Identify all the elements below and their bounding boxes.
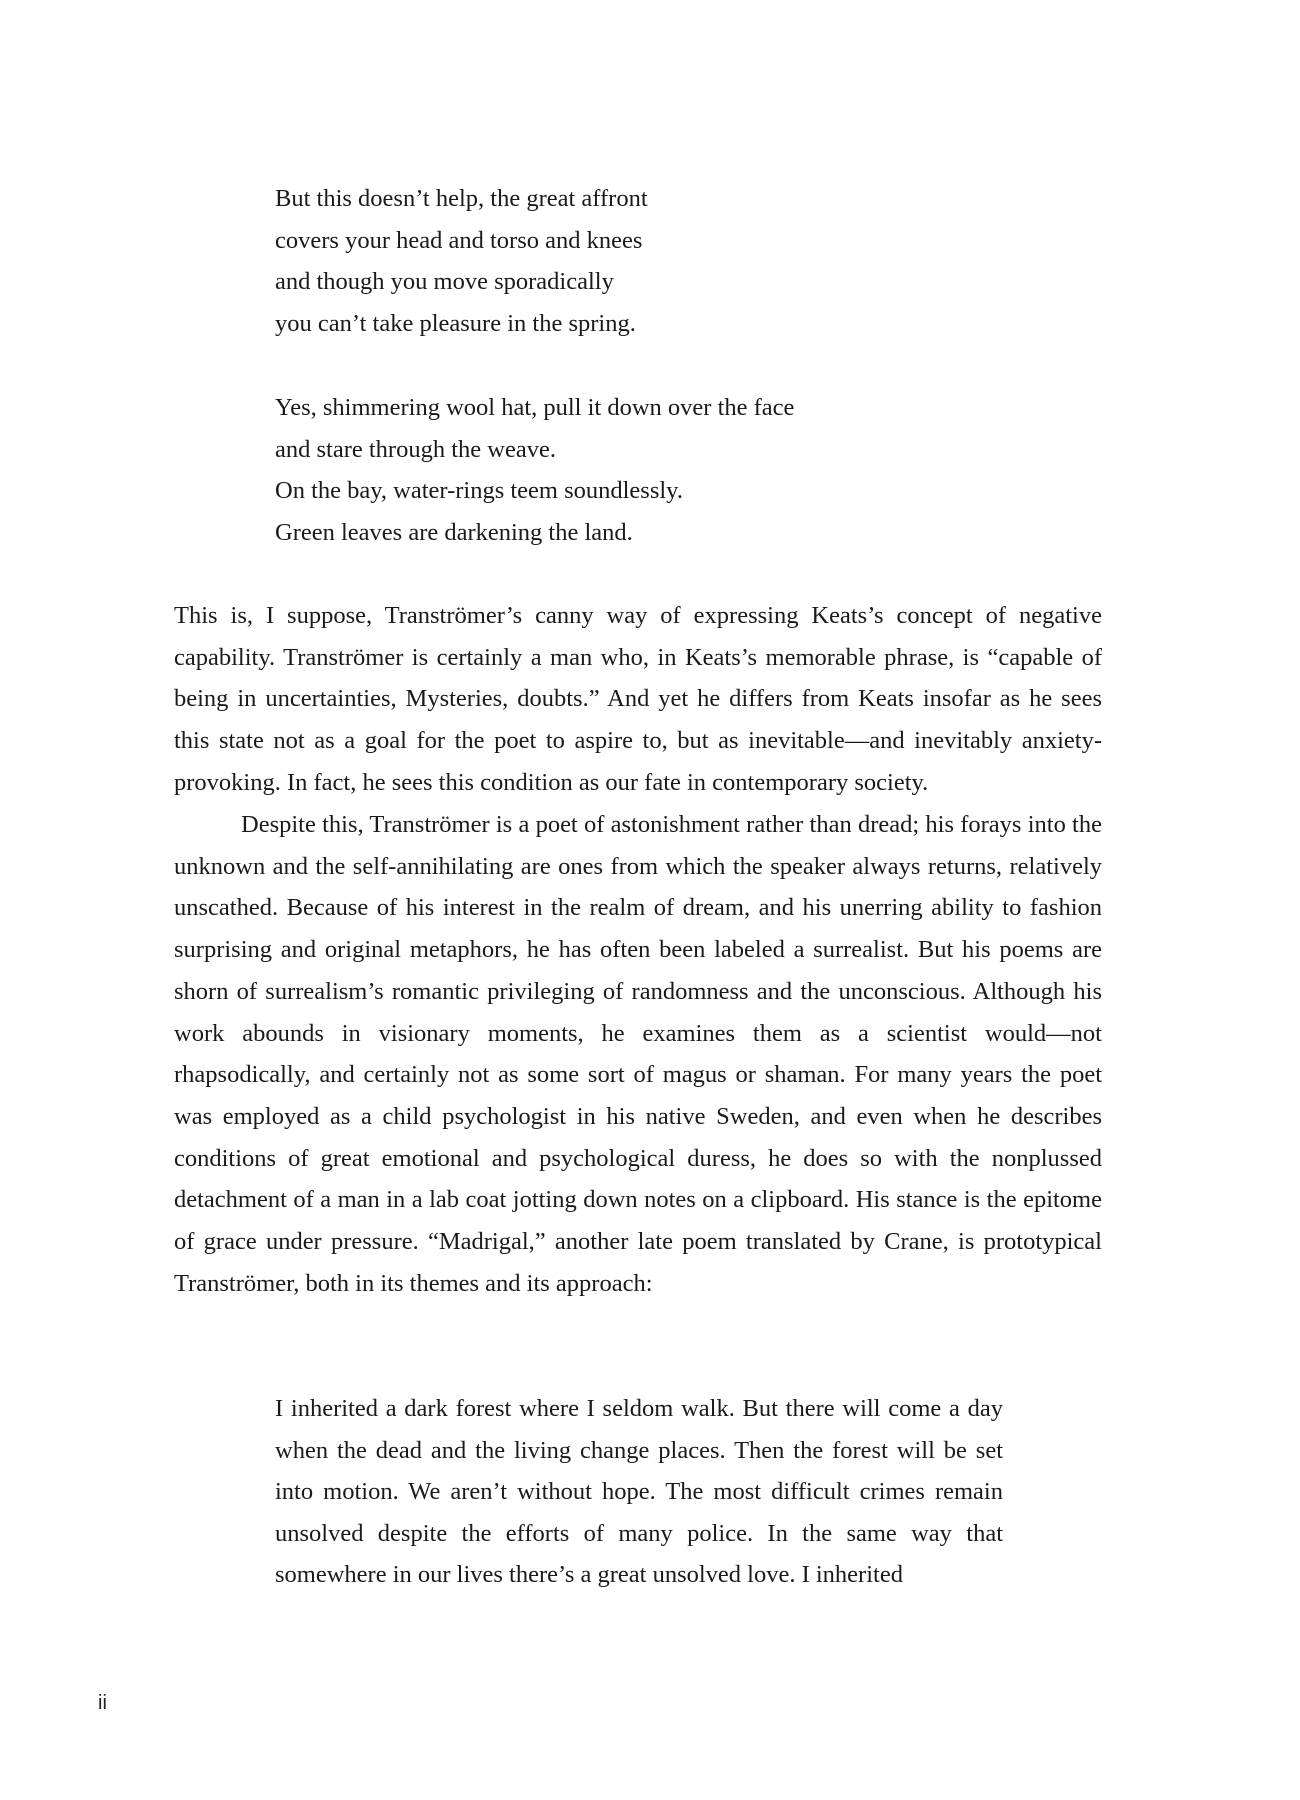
body-paragraph-1 — [174, 595, 1102, 804]
poem-line: Green leaves are darkening the land. — [275, 518, 633, 546]
poem-line: On the bay, water-rings teem soundlessly. — [275, 477, 683, 504]
paragraph-text: Despite this, Tranströmer is a poet of astonishment rather than dread; his forays into the unknown and the self-annihilating are ones from which the speaker always returns, relatively unscathed. Because of his interest in the realm of dream, and his unerring ability to fashion surprising and original metaphors, he has often been labeled a surrealist. But his poems are shorn of surrealism’s romantic privileging of randomness and the unconscious. Although his work abounds in visionary moments, he examines them as a scientist would—not rhapsodically, and certainly not as some sort of magus or shaman. For many years the poet was employed as a child psychologist in his native Sweden, and even when he describes conditions of great emotional and psychological duress, he does so with the nonplussed detachment of a man in a lab coat jotting down notes on a clipboard. His stance is the epitome of grace under pressure. “Madrigal,” another late poem translated by Crane, is prototypical Tranströmer, both in its themes and its approach: — [174, 811, 1102, 1297]
poem-stanza-2 — [275, 387, 1055, 553]
poem-line: covers your head and torso and knees — [275, 226, 643, 254]
poem-line: and though you move sporadically — [275, 268, 614, 295]
poem-line: But this doesn’t help, the great affront — [275, 185, 648, 212]
page-number: ii — [98, 1692, 107, 1714]
poem-stanza-1 — [275, 178, 1055, 344]
poem-line: and stare through the weave. — [275, 435, 556, 463]
poem-line: Yes, shimmering wool hat, pull it down over the face — [275, 394, 795, 421]
poem-line: you can’t take pleasure in the spring. — [275, 309, 636, 337]
paragraph-text: This is, I suppose, Tranströmer’s canny way of expressing Keats’s concept of negative capability. Tranströmer is certainly a man who, in Keats’s memorable phrase, is “capable of being in uncertainties, Mysteries, doubts.” And yet he differs from Keats insofar as he sees this state not as a goal for the poet to aspire to, but as inevitable—and inevitably anxiety-provoking. In fact, he sees this condition as our fate in contemporary society. — [174, 602, 1102, 796]
body-paragraph-2 — [174, 804, 1102, 1304]
prose-poem-quote: I inherited a dark forest where I seldom walk. But there will come a day when the dead and the living change places. Then the forest will be set into motion. We aren’t without hope. The most difficult crimes remain unsolved despite the efforts of many police. In the same way that somewhere in our lives there’s a great unsolved love. I inherited — [275, 1395, 1003, 1588]
